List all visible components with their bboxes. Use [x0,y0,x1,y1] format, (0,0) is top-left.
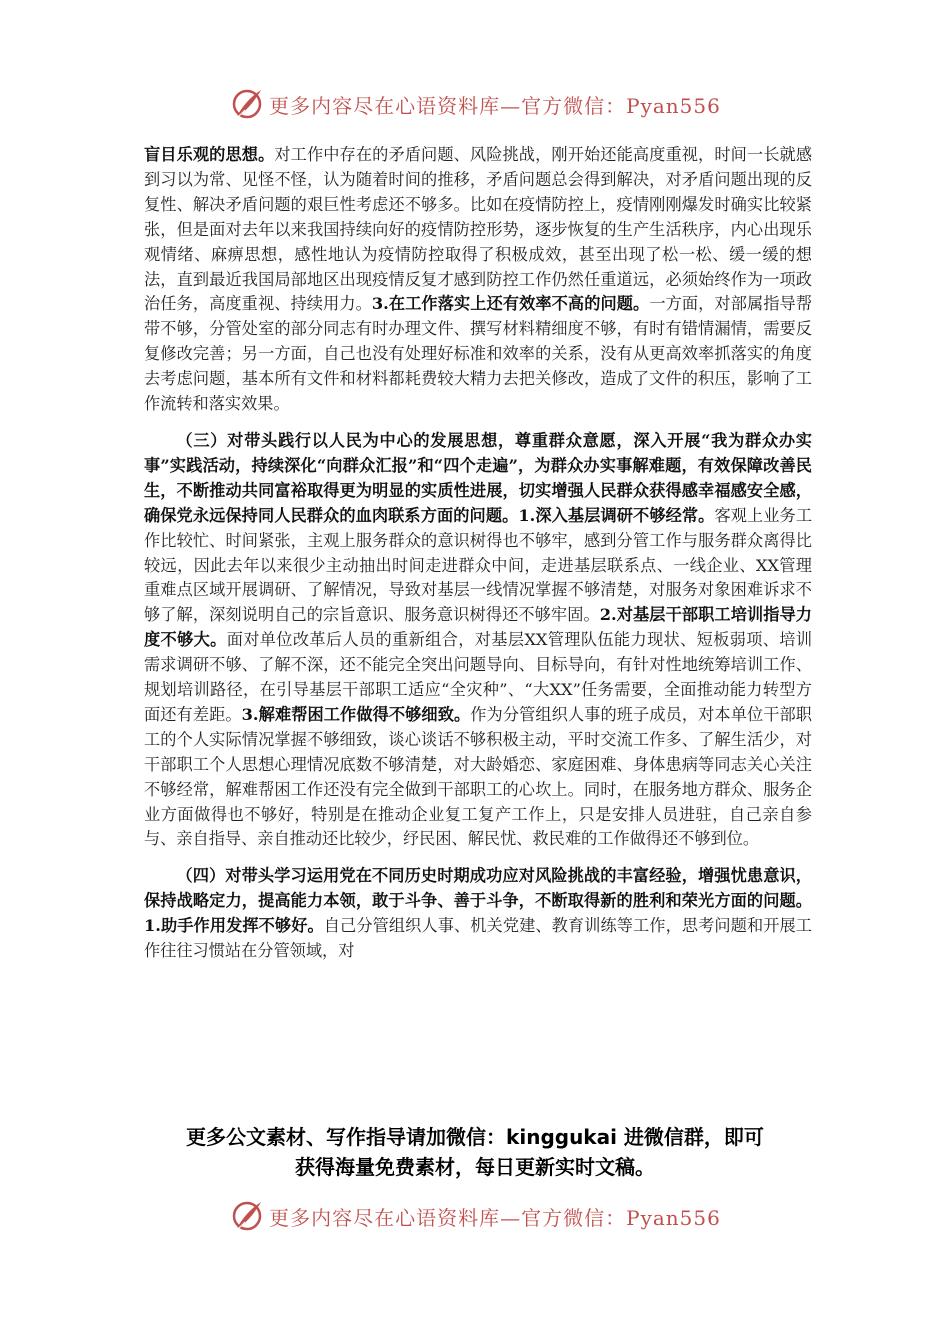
bold-heading-text: 1.助手作用发挥不够好。 [144,916,324,936]
bold-heading-text: 1.深入基层调研不够经常。 [518,505,715,525]
bold-heading-text: 2.对基层干部职工培训指导力度不够大。 [144,605,812,650]
promo-notice [110,1122,840,1182]
bold-heading-text: （四）对带头学习运用党在不同历史时期成功应对风险挑战的丰富经验，增强忧患意识，保持战略定力，提高能力本领，敢于斗争、善于斗争，不断取得新的胜利和荣光方面的问题。 [144,866,812,911]
paragraph-p3 [144,864,812,964]
body-text: 一方面，对部属指导帮带不够，分管处室的部分同志有时办理文件、撰写材料精细度不够，有时有错情漏情，需要反复修改完善；另一方面，自己也没有处理好标准和效率的关系，没有从更高效率抓落实的角度去考虑问题，基本所有文件和材料都耗费较大精力去把关修改，造成了文件的积压，影响了工作流转和落实效果。 [144,294,813,414]
header-text: 更多内容尽在心语资料库—官方微信：Pyan556 [269,93,721,118]
promo-line-2: 获得海量免费素材，每日更新实时文稿。 [295,1155,655,1179]
body-text: 自己分管组织人事、机关党建、教育训练等工作，思考问题和开展工作往往习惯站在分管领域，对 [144,916,812,961]
bold-heading-text: （三）对带头践行以人民为中心的发展思想，尊重群众意愿，深入开展“我为群众办实事”实践活动，持续深化“向群众汇报”和“四个走遍”，为群众办实事解难题，有效保障改善民生，不断推动共同富裕取得更为明显的实质性进展，切实增强人民群众获得感幸福感安全感，确保党永远保持同人民群众的血肉联系方面的问题。 [144,430,812,525]
page-header [0,84,950,124]
quill-logo-icon [229,1198,265,1234]
quill-logo-icon [229,86,265,122]
promo-line-1: 更多公文素材、写作指导请加微信：kinggukai 进微信群，即可 [186,1125,764,1149]
document-body [144,143,812,964]
footer-text: 更多内容尽在心语资料库—官方微信：Pyan556 [269,1205,721,1230]
body-text: 作为分管组织人事的班子成员，对本单位干部职工的个人实际情况掌握不够细致，谈心谈话不够积极主动，平时交流工作多、了解生活少，对干部职工个人思想心理情况底数不够清楚，对大龄婚恋、家庭困难、身体患病等同志关心关注不够经常，解难帮困工作还没有完全做到干部职工的心坎上。同时，在服务地方群众、服务企业方面做得也不够好，特别是在推动企业复工复产工作上，只是安排人员进驻，自己亲自参与、亲自指导、亲自推动还比较少，纾民困、解民忧、救民难的工作做得还不够到位。 [144,704,812,849]
bold-heading-text: 3.在工作落实上还有效率不高的问题。 [371,294,650,314]
bold-heading-text: 3.解难帮困工作做得不够细致。 [241,704,471,724]
page-footer [0,1196,950,1236]
body-text: 对工作中存在的矛盾问题、风险挑战，刚开始还能高度重视，时间一长就感到习以为常、见怪不怪，认为随着时间的推移，矛盾问题总会得到解决，对矛盾问题出现的反复性、解决矛盾问题的艰巨性考虑还不够多。比如在疫情防控上，疫情刚刚爆发时确实比较紧张，但是面对去年以来我国持续向好的疫情防控形势，逐步恢复的生产生活秩序，内心出现乐观情绪、麻痹思想，感性地认为疫情防控取得了积极成效，甚至出现了松一松、缓一缓的想法，直到最近我国局部地区出现疫情反复才感到防控工作仍然任重道远，必须始终作为一项政治任务，高度重视、持续用力。 [144,145,813,314]
paragraph-p2 [144,429,812,852]
paragraph-p1 [144,143,812,417]
body-text: 客观上业务工作比较忙、时间紧张，主观上服务群众的意识树得也不够牢，感到分管工作与服务群众离得比较远，因此去年以来很少主动抽出时间走进群众中间，走进基层联系点、一线企业、XX管理重难点区域开展调研、了解情况，导致对基层一线情况掌握不够清楚，对服务对象困难诉求不够了解，深刻说明自己的宗旨意识、服务意识树得还不够牢固。 [144,505,813,625]
bold-heading-text: 盲目乐观的思想。 [144,145,275,164]
body-text: 面对单位改革后人员的重新组合，对基层XX管理队伍能力现状、短板弱项、培训需求调研不够、了解不深，还不能完全突出问题导向、目标导向，有针对性地统筹培训工作、规划培训路径，在引导基层干部职工适应“全灾种”、“大XX”任务需要，全面推动能力转型方面还有差距。 [144,630,812,724]
